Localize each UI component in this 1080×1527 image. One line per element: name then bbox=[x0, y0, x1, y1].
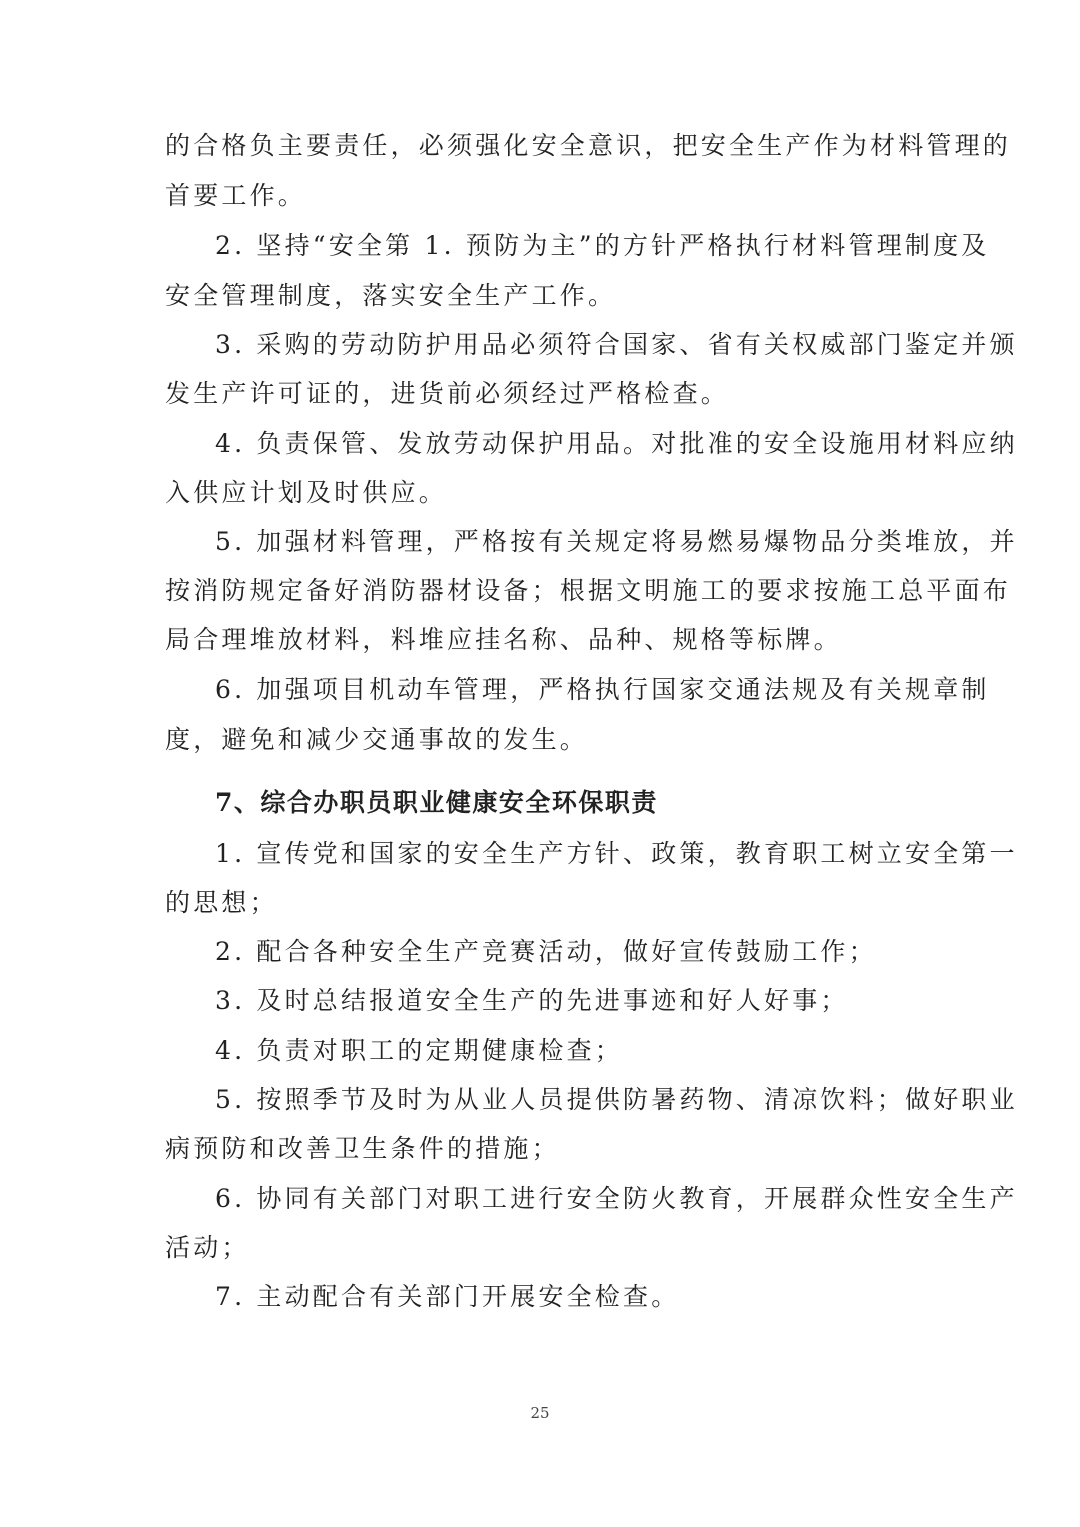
list-item-line: 4. 负责保管、发放劳动保护用品。对批准的安全设施用材料应纳 bbox=[215, 429, 1018, 458]
list-item-line: 的思想； bbox=[165, 888, 278, 917]
list-item-line: 按消防规定备好消防器材设备；根据文明施工的要求按施工总平面布 bbox=[165, 576, 1012, 605]
list-item-line: 度，避免和减少交通事故的发生。 bbox=[165, 725, 589, 754]
list-item-line: 5. 按照季节及时为从业人员提供防暑药物、清凉饮料；做好职业 bbox=[215, 1085, 1018, 1114]
section-heading: 7、综合办职员职业健康安全环保职责 bbox=[215, 788, 658, 817]
list-item-line: 活动； bbox=[165, 1233, 250, 1262]
list-item-line: 5. 加强材料管理，严格按有关规定将易燃易爆物品分类堆放，并 bbox=[215, 527, 1018, 556]
list-item-line: 6. 协同有关部门对职工进行安全防火教育，开展群众性安全生产 bbox=[215, 1184, 1018, 1213]
paragraph-line: 首要工作。 bbox=[165, 181, 307, 210]
list-item-line: 发生产许可证的，进货前必须经过严格检查。 bbox=[165, 379, 730, 408]
list-item-line: 6. 加强项目机动车管理，严格执行国家交通法规及有关规章制 bbox=[215, 675, 990, 704]
list-item-line: 病预防和改善卫生条件的措施； bbox=[165, 1134, 560, 1163]
page-number: 25 bbox=[530, 1404, 550, 1422]
paragraph-line: 的合格负主要责任，必须强化安全意识，把安全生产作为材料管理的 bbox=[165, 131, 1012, 160]
list-item-line: 4. 负责对职工的定期健康检查； bbox=[215, 1036, 624, 1065]
list-item-line: 局合理堆放材料，料堆应挂名称、品种、规格等标牌。 bbox=[165, 625, 842, 654]
list-item-line: 安全管理制度，落实安全生产工作。 bbox=[165, 281, 617, 310]
list-item-line: 3. 及时总结报道安全生产的先进事迹和好人好事； bbox=[215, 986, 849, 1015]
list-item-line: 1. 宣传党和国家的安全生产方针、政策，教育职工树立安全第一 bbox=[215, 839, 1018, 868]
list-item-line: 3. 采购的劳动防护用品必须符合国家、省有关权威部门鉴定并颁 bbox=[215, 330, 1018, 359]
list-item-line: 入供应计划及时供应。 bbox=[165, 478, 448, 507]
list-item-line: 7. 主动配合有关部门开展安全检查。 bbox=[215, 1282, 680, 1311]
list-item-line: 2. 坚持“安全第 1. 预防为主”的方针严格执行材料管理制度及 bbox=[215, 231, 990, 260]
list-item-line: 2. 配合各种安全生产竞赛活动，做好宣传鼓励工作； bbox=[215, 937, 877, 966]
